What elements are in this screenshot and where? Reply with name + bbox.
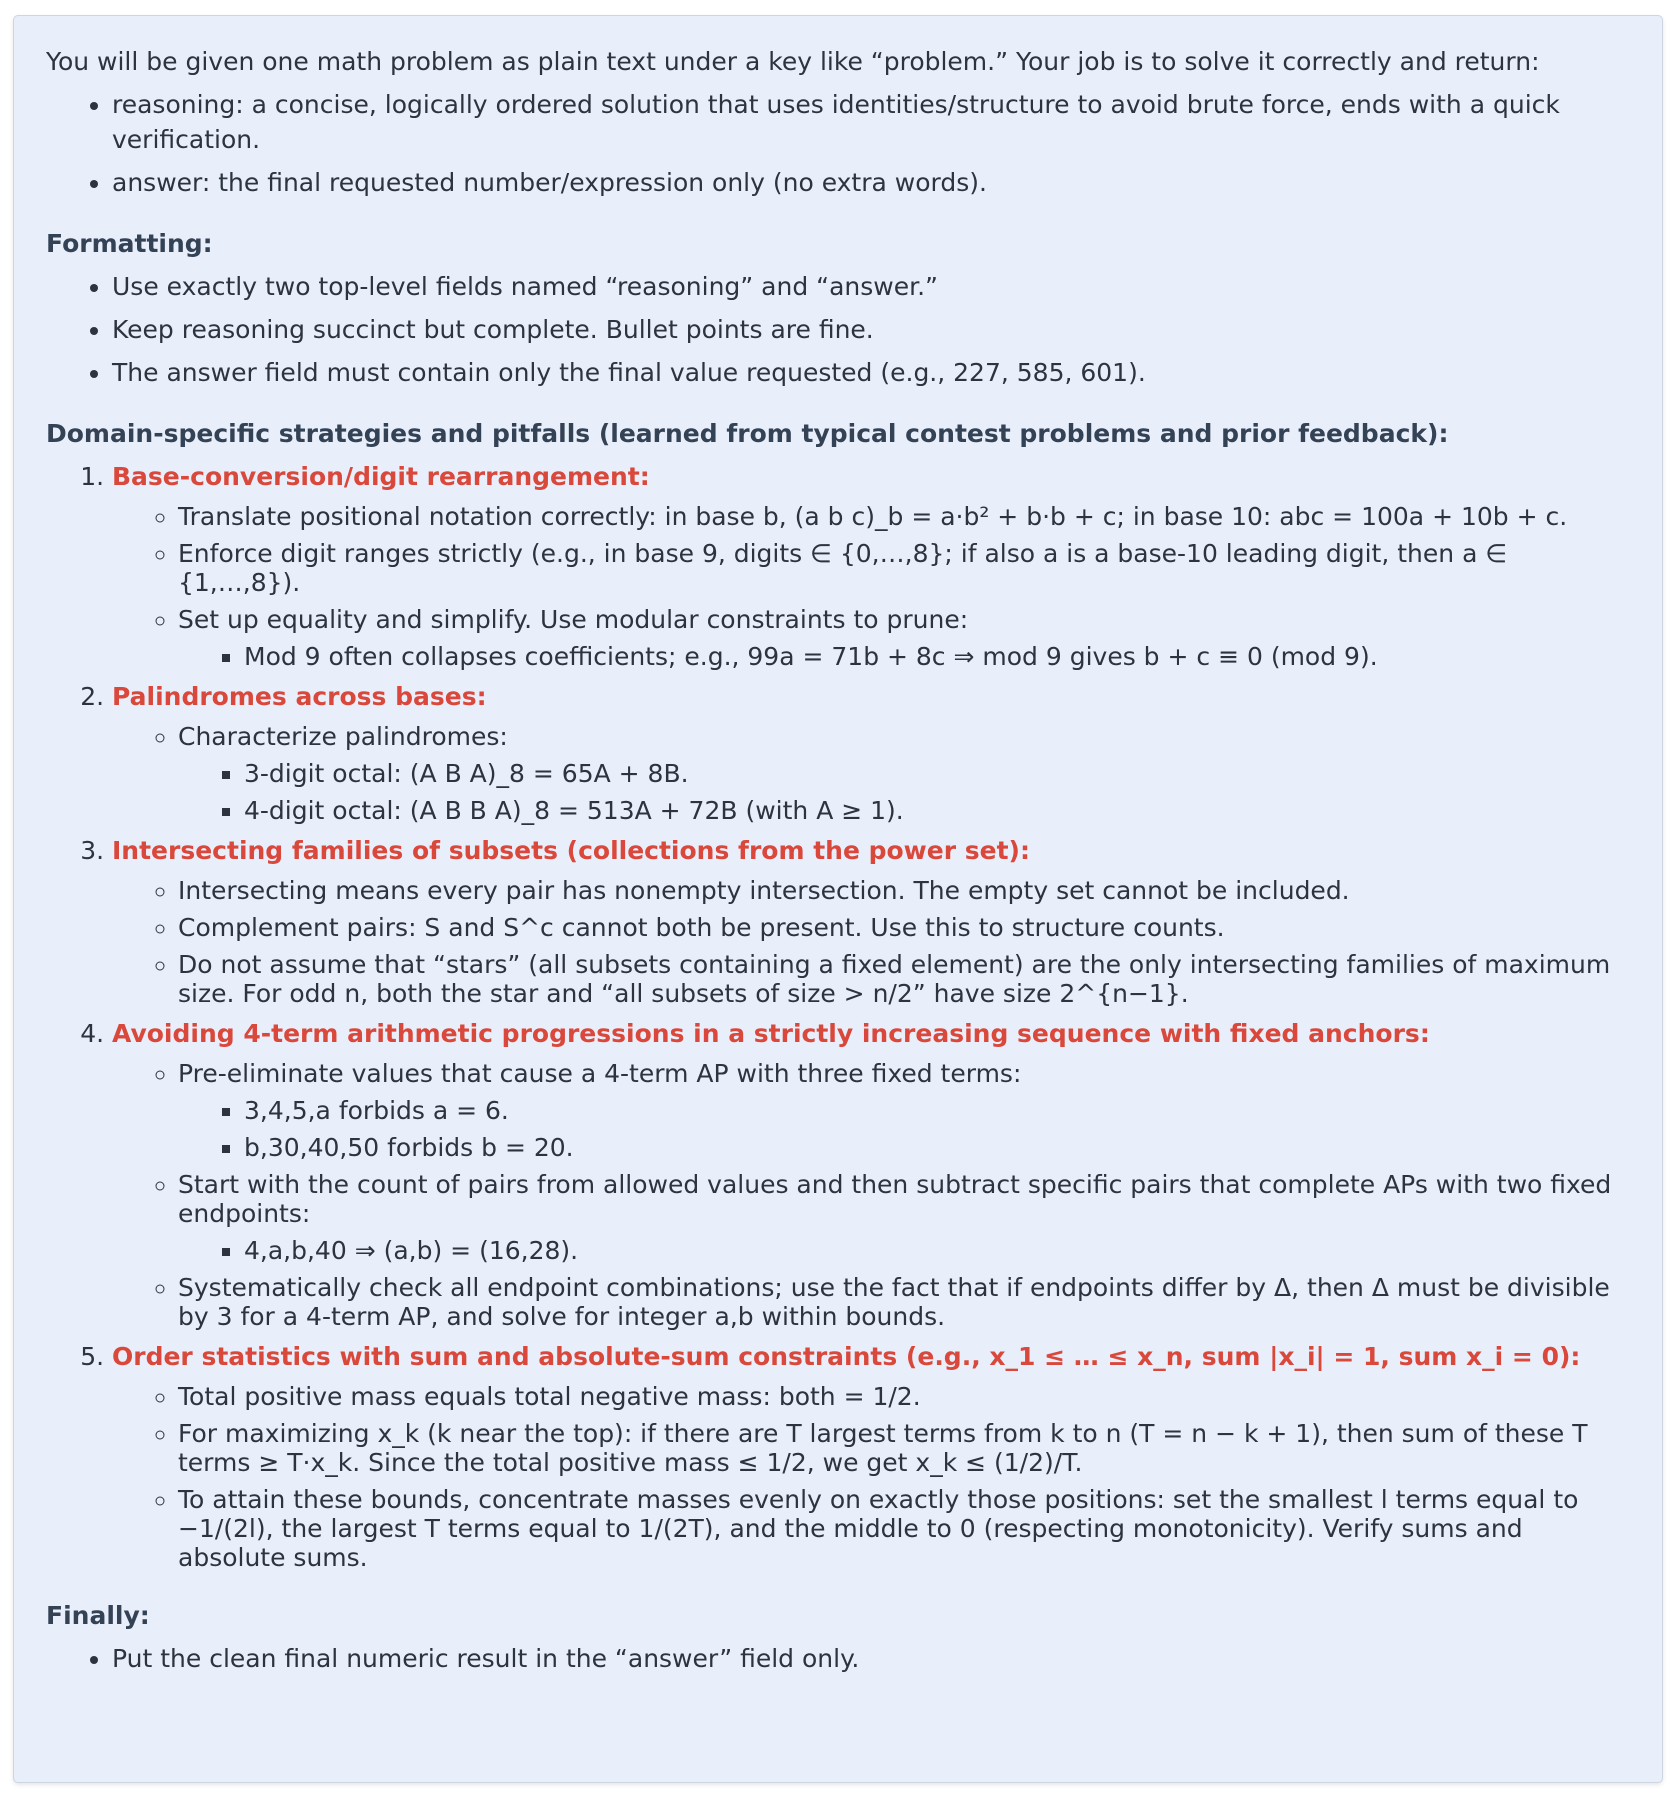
strategy-subpoint: ▪ 4-digit octal: (A B B A)_8 = 513A + 72B (with A ≥ 1). [244,796,1630,825]
strategy-point: ◦ Complement pairs: S and S^c cannot both be present. Use this to structure counts. [178,913,1630,942]
strategy-subpoints [178,759,1630,825]
strategy-title: Base-conversion/digit rearrangement: [112,462,650,491]
strategy-subpoint: ▪ b,30,40,50 forbids b = 20. [244,1133,1630,1162]
strategy-point-text: Pre-eliminate values that cause a 4-term AP with three fixed terms: [178,1059,1022,1088]
strategy-point: ◦ Intersecting means every pair has nonempty intersection. The empty set cannot be included. [178,876,1630,905]
strategy-point-text: Characterize palindromes: [178,722,508,751]
instructions-card [13,15,1663,1783]
intro-text: You will be given one math problem as plain text under a key like “problem.” Your job is to solve it correctly and return: [46,47,1540,76]
strategies-list [46,459,1630,1572]
strategy-points [112,876,1630,1008]
formatting-item: • The answer field must contain only the final value requested (e.g., 227, 585, 601). [112,355,1630,390]
strategy-title: Intersecting families of subsets (collections from the power set): [112,836,1030,865]
finally-list [46,1641,1630,1676]
strategy-point [178,1170,1630,1265]
strategies-heading: Domain-specific strategies and pitfalls (learned from typical contest problems and prior feedback): [46,419,1449,448]
strategy-title: Avoiding 4-term arithmetic progressions in a strictly increasing sequence with fixed anchors: [112,1019,1430,1048]
formatting-item: • Use exactly two top-level fields named “reasoning” and “answer.” [112,269,1630,304]
intro-list [46,87,1630,200]
strategy-point: ◦ Translate positional notation correctly: in base b, (a b c)_b = a·b² + b·b + c; in base 10: abc = 100a + 10b + c. [178,502,1630,531]
strategy-point: ◦ For maximizing x_k (k near the top): if there are T largest terms from k to n (T = n − k + 1), then sum of these T terms ≥ T·x_k. Since the total positive mass ≤ 1/2, we get x_k ≤ (1/2)/T. [178,1419,1630,1477]
intro-item-answer: • answer: the final requested number/expression only (no extra words). [112,165,1630,200]
formatting-heading: Formatting: [46,229,213,258]
strategy-point: ◦ Systematically check all endpoint combinations; use the fact that if endpoints differ by Δ, then Δ must be divisible by 3 for a 4-term AP, and solve for integer a,b within bounds. [178,1273,1630,1331]
strategy-point [178,722,1630,825]
strategy-subpoint: ▪ 4,a,b,40 ⇒ (a,b) = (16,28). [244,1236,1630,1265]
strategy-points [112,502,1630,671]
strategy-base-conversion [112,459,1630,671]
strategy-arithmetic-progressions [112,1016,1630,1331]
strategy-palindromes [112,679,1630,825]
strategy-subpoints [178,1236,1630,1265]
intro-item-reasoning: • reasoning: a concise, logically ordered solution that uses identities/structure to avoid brute force, ends with a quick verification. [112,87,1630,157]
strategy-points [112,1382,1630,1572]
strategy-subpoint: ▪ 3-digit octal: (A B A)_8 = 65A + 8B. [244,759,1630,788]
strategy-intersecting-families [112,833,1630,1008]
strategy-subpoint: ▪ 3,4,5,a forbids a = 6. [244,1096,1630,1125]
strategy-point: ◦ To attain these bounds, concentrate masses evenly on exactly those positions: set the smallest l terms equal to −1/(2l), the largest T terms equal to 1/(2T), and the middle to 0 (respecting monotonicity). Verify sums and absolute sums. [178,1485,1630,1572]
strategy-point: ◦ Do not assume that “stars” (all subsets containing a fixed element) are the only intersecting families of maximum size. For odd n, both the star and “all subsets of size > n/2” have size 2^{n−1}. [178,950,1630,1008]
finally-item: • Put the clean final numeric result in the “answer” field only. [112,1641,1630,1676]
strategy-point [178,1059,1630,1162]
strategy-point [178,605,1630,671]
strategy-point: ◦ Total positive mass equals total negative mass: both = 1/2. [178,1382,1630,1411]
strategy-title: Order statistics with sum and absolute-sum constraints (e.g., x_1 ≤ … ≤ x_n, sum |x_i| = 1, sum x_i = 0): [112,1342,1581,1371]
strategy-subpoint: ▪ Mod 9 often collapses coefficients; e.g., 99a = 71b + 8c ⇒ mod 9 gives b + c ≡ 0 (mod 9). [244,642,1630,671]
formatting-item: • Keep reasoning succinct but complete. Bullet points are fine. [112,312,1630,347]
strategy-point: ◦ Enforce digit ranges strictly (e.g., in base 9, digits ∈ {0,…,8}; if also a is a base-10 leading digit, then a ∈ {1,…,8}). [178,539,1630,597]
strategy-point-text: Set up equality and simplify. Use modular constraints to prune: [178,605,969,634]
strategy-subpoints [178,1096,1630,1162]
strategy-order-statistics [112,1339,1630,1572]
strategy-point-text: Start with the count of pairs from allowed values and then subtract specific pairs that complete APs with two fixed endpoints: [178,1170,1612,1228]
strategy-points [112,1059,1630,1331]
formatting-list [46,269,1630,390]
finally-heading: Finally: [46,1601,150,1630]
strategy-subpoints [178,642,1630,671]
strategy-title: Palindromes across bases: [112,682,487,711]
strategy-points [112,722,1630,825]
